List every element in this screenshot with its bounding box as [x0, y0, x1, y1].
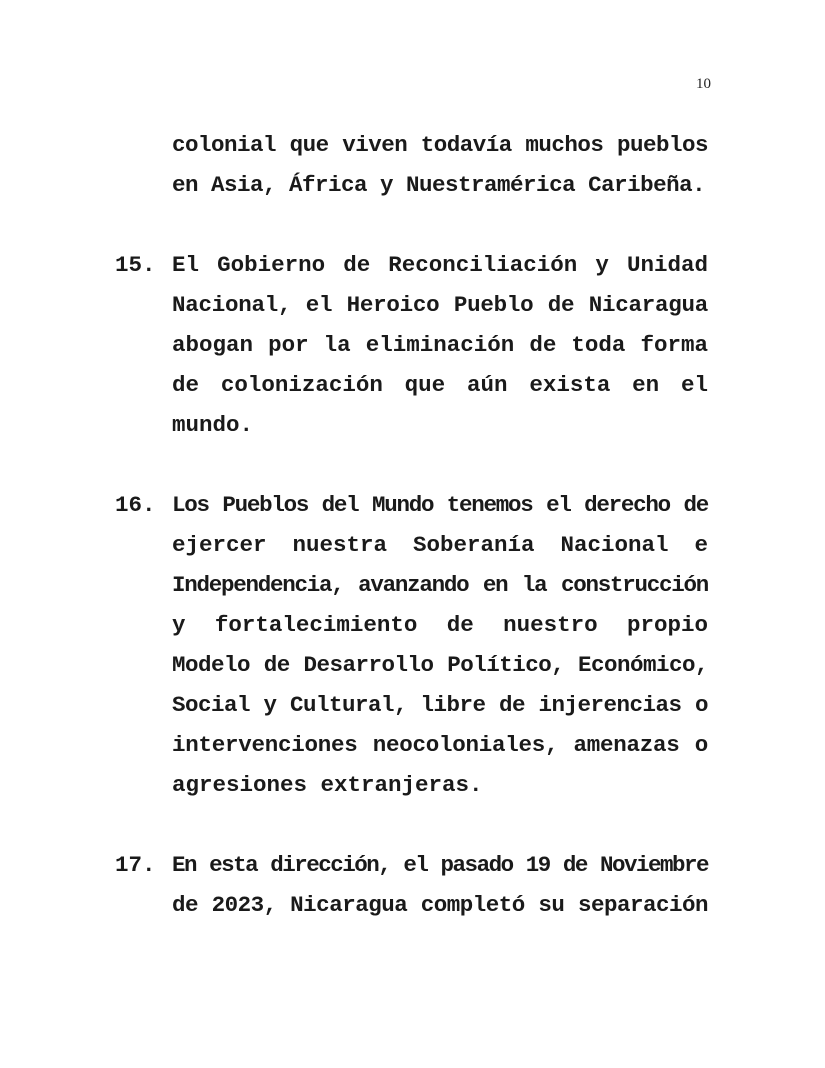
text-line: Nacional, el Heroico Pueblo de Nicaragua [172, 292, 708, 318]
item-number: 17. [115, 852, 156, 878]
item-number: 15. [115, 252, 156, 278]
item-number: 16. [115, 492, 156, 518]
list-item-17 [0, 845, 825, 925]
continuation-paragraph [0, 125, 825, 205]
text-line: agresiones extranjeras. [172, 772, 483, 798]
document-body [0, 125, 825, 925]
text-line: en Asia, África y Nuestramérica Caribeña. [172, 172, 706, 198]
text-line: de colonización que aún exista en el [172, 372, 708, 398]
text-line: Independencia, avanzando en la construcción [172, 572, 708, 598]
list-item-15 [0, 245, 825, 445]
text-line: Los Pueblos del Mundo tenemos el derecho de [172, 492, 708, 518]
text-line: Social y Cultural, libre de injerencias o [172, 692, 708, 718]
text-line: En esta dirección, el pasado 19 de Noviembre [172, 852, 708, 878]
text-line: abogan por la eliminación de toda forma [172, 332, 708, 358]
text-line: y fortalecimiento de nuestro propio [172, 612, 708, 638]
text-line: ejercer nuestra Soberanía Nacional e [172, 532, 708, 558]
text-line: mundo. [172, 412, 254, 438]
text-line: intervenciones neocoloniales, amenazas o [172, 732, 708, 758]
list-item-16 [0, 485, 825, 805]
text-line: de 2023, Nicaragua completó su separación [172, 892, 708, 918]
page-number: 10 [696, 76, 711, 92]
text-line: colonial que viven todavía muchos pueblos [172, 132, 708, 158]
text-line: Modelo de Desarrollo Político, Económico, [172, 652, 708, 678]
text-line: El Gobierno de Reconciliación y Unidad [172, 252, 708, 278]
